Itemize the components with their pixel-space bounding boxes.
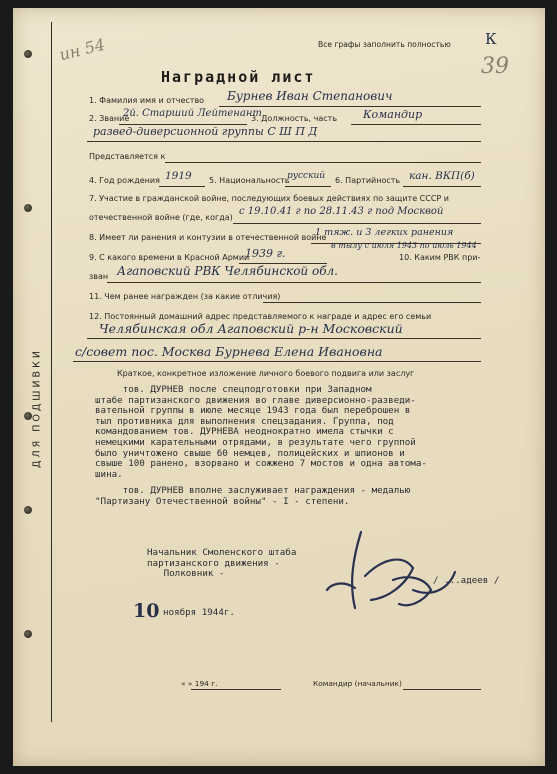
- field-10-value: Агаповский РВК Челябинской обл.: [117, 264, 338, 278]
- binding-hole: [24, 50, 32, 58]
- recommendation-text: [95, 486, 410, 507]
- feat-line: немецкими карательными отрядами, в результате чего группой: [95, 436, 416, 448]
- field-10-line: [107, 282, 481, 283]
- field-8-label: 8. Имеет ли ранения и контузии в отечественной войне: [89, 233, 327, 242]
- field-6-value: кан. ВКП(б): [409, 170, 475, 182]
- side-label: [25, 318, 49, 498]
- feat-line: свыше 100 ранено, взорвано и сожжено 7 мостов и одна автома-: [95, 458, 427, 470]
- field-10-label-cont: зван: [89, 272, 109, 281]
- side-label-text: ДЛЯ ПОДШИВКИ: [31, 348, 43, 468]
- presented-line: [165, 162, 481, 163]
- footer-commander: Командир (начальник): [313, 679, 402, 688]
- signature-name: / ...адеев /: [433, 575, 500, 586]
- date-day: 10: [133, 600, 160, 622]
- feat-line: шина.: [95, 468, 123, 480]
- feat-line: тов. ДУРНЕВ после спецподготовки при Западном: [95, 384, 372, 395]
- field-7-line: [233, 223, 481, 224]
- feat-line: командованием тов. ДУРНЕВА неоднократно имела стычки с: [95, 426, 394, 438]
- field-3-line: [351, 124, 481, 125]
- field-8-value: 1 тяж. и 3 легких ранения: [315, 227, 454, 238]
- field-9-value: 1939 г.: [245, 247, 286, 260]
- presented-label: Представляется к: [89, 152, 166, 161]
- field-7-value: с 19.10.41 г по 28.11.43 г под Москвой: [239, 206, 444, 217]
- margin-line: [51, 22, 52, 722]
- feat-line: штабе партизанского движения во главе диверсионно-разведи-: [95, 394, 416, 406]
- field-12-line-b: [73, 361, 481, 362]
- feat-line: было уничтожено свыше 60 немцев, полицейских и шпионов и: [95, 447, 405, 459]
- field-4-line: [159, 186, 205, 187]
- signature-line: партизанского движения -: [147, 557, 280, 569]
- field-4-value: 1919: [165, 170, 192, 182]
- feat-text: [95, 385, 427, 480]
- field-5-line: [285, 186, 331, 187]
- footer-date-line: [191, 689, 281, 690]
- signature-block: [147, 548, 296, 580]
- field-7-label: 7. Участие в гражданской войне, последующих боевых действиях по защите СССР и: [89, 194, 449, 203]
- field-12-value-b: с/совет пос. Москва Бурнева Елена Ивановна: [75, 344, 383, 359]
- feat-line: вательной группы в июле месяце 1943 года был переброшен в: [95, 405, 411, 417]
- feat-line: тыл противника для выполнения спецзадания. Группа, под: [95, 415, 394, 427]
- field-2-label: 2. Звание: [89, 114, 130, 123]
- signature-line: Полковник -: [147, 568, 225, 580]
- field-9-note: в тылу с июля 1943 по июль 1944: [331, 241, 477, 250]
- field-3-value-cont: развед-диверсионной группы С Ш П Д: [93, 125, 318, 138]
- handwritten-signature: [313, 528, 463, 623]
- field-11-line: [263, 302, 481, 303]
- footer-commander-line: [403, 689, 481, 690]
- field-5-value: русский: [287, 171, 326, 181]
- feat-header: Краткое, конкретное изложение личного боевого подвига или заслуг: [117, 369, 415, 378]
- corner-letter: К: [485, 30, 497, 48]
- binding-hole: [24, 630, 32, 638]
- binding-hole: [24, 204, 32, 212]
- field-12-line-a: [87, 338, 481, 339]
- footer-date-template: « » 194 г.: [181, 679, 218, 688]
- field-3-value: Командир: [363, 108, 423, 121]
- field-4-label: 4. Год рождения: [89, 176, 160, 185]
- field-1-value: Бурнев Иван Степанович: [227, 89, 393, 103]
- field-10-label: 10. Каким РВК при-: [399, 253, 481, 262]
- signature-line: Начальник Смоленского штаба: [147, 547, 297, 558]
- recommendation-line: тов. ДУРНЕВ вполне заслуживает награждения - медалью: [95, 485, 411, 496]
- pencil-note-top-right: 39: [481, 54, 509, 79]
- field-5-label: 5. Национальность: [209, 176, 290, 185]
- header-note: Все графы заполнить полностью: [318, 40, 451, 49]
- recommendation-line: "Партизану Отечественной войны" - I - степени.: [95, 495, 350, 507]
- field-12-label: 12. Постоянный домашний адрес представляемого к награде и адрес его семьи: [89, 312, 432, 321]
- field-9-label: 9. С какого времени в Красной Армии: [89, 253, 250, 262]
- field-6-line: [403, 186, 481, 187]
- field-1-line: [219, 106, 481, 107]
- award-sheet: [13, 8, 545, 766]
- field-3-cont-line: [87, 141, 481, 142]
- field-1-label: 1. Фамилия имя и отчество: [89, 96, 205, 105]
- binding-hole: [24, 506, 32, 514]
- pencil-note-top-left: ин 54: [57, 34, 107, 65]
- field-12-value-a: Челябинская обл Агаповский р-н Московский: [99, 321, 403, 336]
- field-7-label-cont: отечественной войне (где, когда): [89, 213, 233, 222]
- field-3-label: 3. Должность, часть: [251, 114, 338, 123]
- field-6-label: 6. Партийность: [335, 176, 401, 185]
- document-title: Наградной лист: [161, 68, 316, 86]
- field-2-value: 2й. Старший Лейтенант: [123, 108, 262, 119]
- field-11-label: 11. Чем ранее награжден (за какие отличия): [89, 292, 281, 301]
- date-rest: ноября 1944г.: [163, 607, 235, 618]
